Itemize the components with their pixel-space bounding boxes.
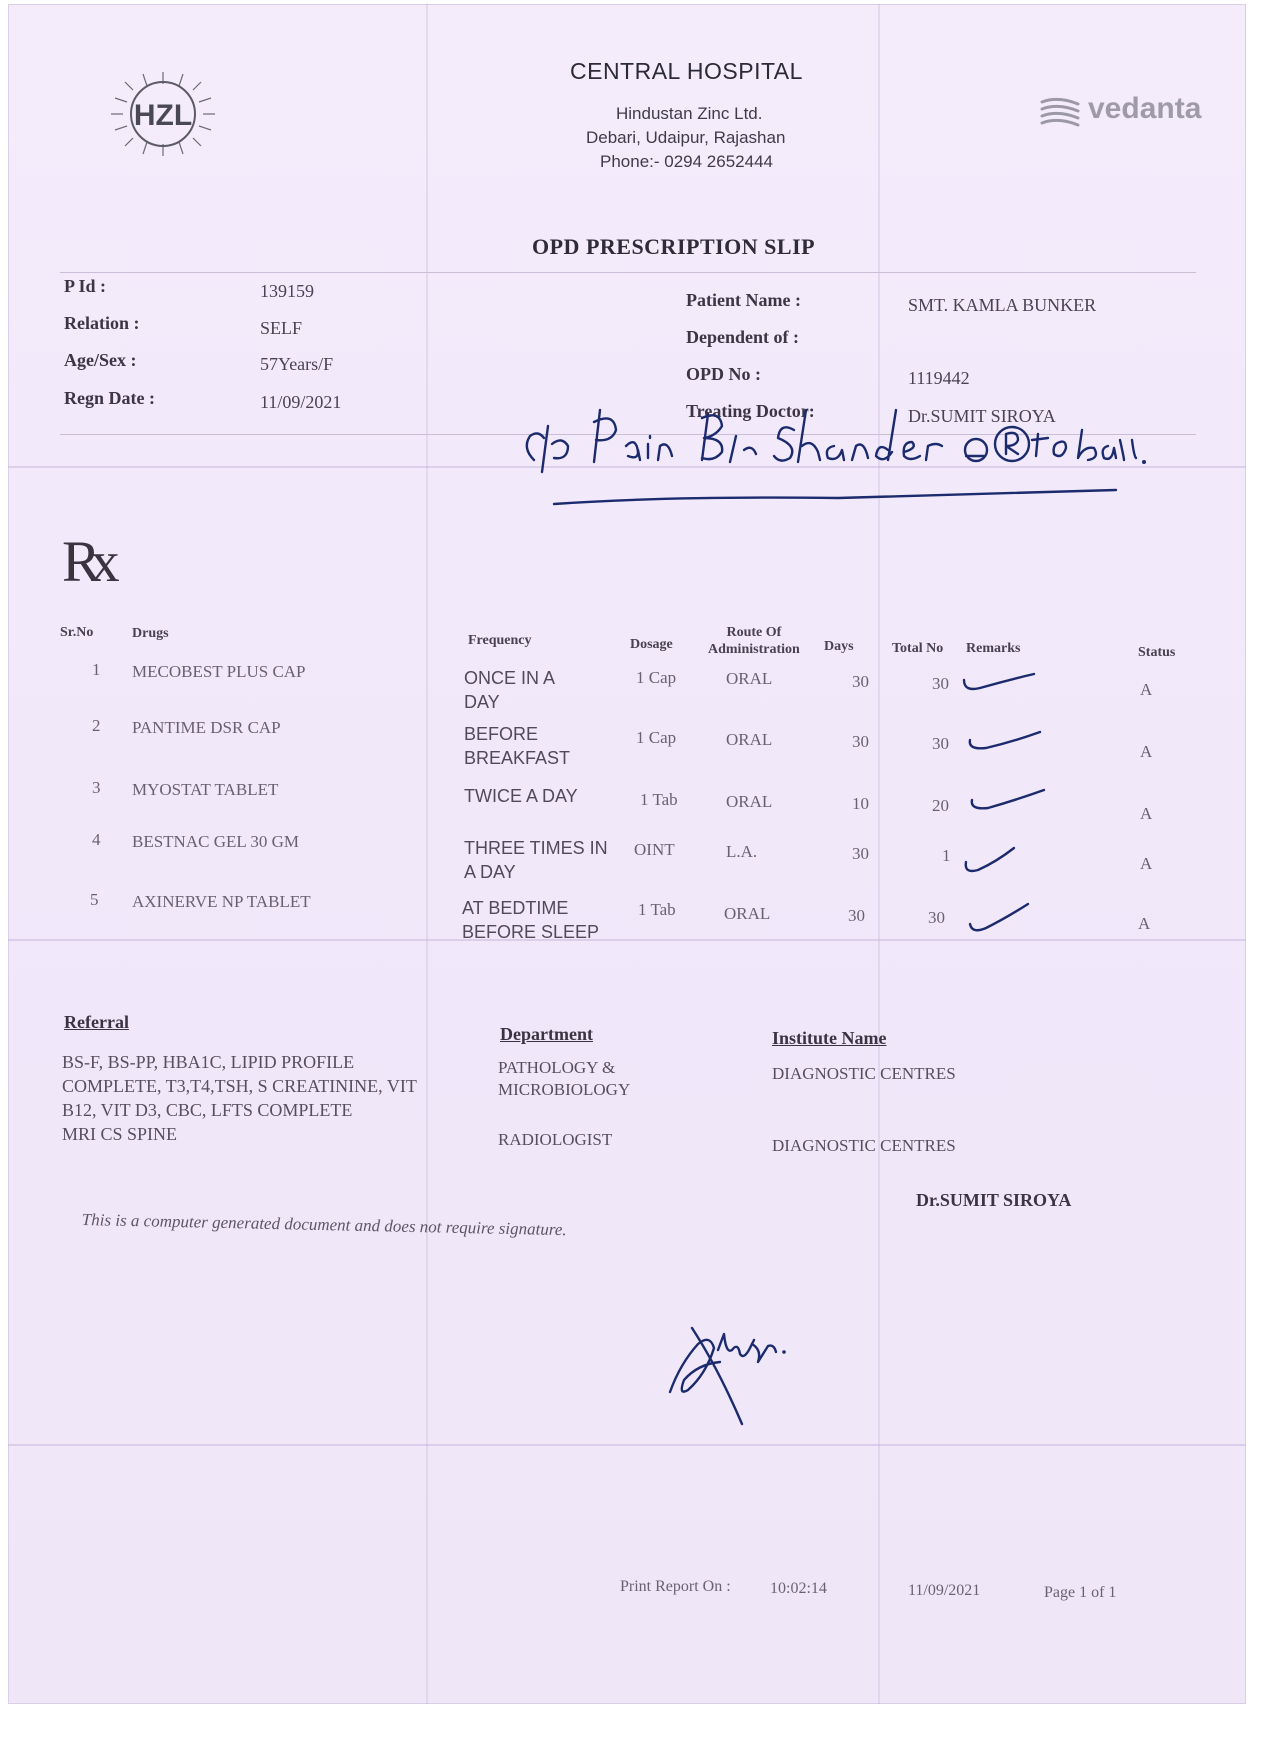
relation-label: Relation : — [64, 313, 140, 333]
row-drug: AXINERVE NP TABLET — [132, 892, 311, 911]
row-days: 30 — [852, 732, 869, 751]
header-route-line1: Route Of — [726, 625, 782, 640]
header-status: Status — [1138, 645, 1176, 660]
institute-heading: Institute Name — [772, 1028, 887, 1048]
institute-1: DIAGNOSTIC CENTRES — [772, 1064, 956, 1083]
row-status: A — [1140, 742, 1153, 761]
header-dosage: Dosage — [630, 637, 673, 652]
row-srno: 3 — [92, 778, 101, 797]
hospital-phone: Phone:- 0294 2652444 — [600, 152, 773, 171]
row-route: ORAL — [724, 904, 771, 923]
row-status: A — [1140, 854, 1153, 873]
row-drug: MYOSTAT TABLET — [132, 780, 279, 799]
row-total: 30 — [928, 908, 945, 927]
hzl-logo — [103, 70, 223, 158]
handwritten-complaint — [508, 400, 1148, 512]
row-status: A — [1138, 914, 1151, 933]
row-dosage: 1 Cap — [636, 668, 677, 687]
row-status: A — [1140, 680, 1153, 699]
opd-no-label: OPD No : — [686, 364, 761, 384]
treating-doctor-value: Dr.SUMIT SIROYA — [908, 406, 1056, 426]
header-total: Total No — [892, 641, 944, 656]
row-route: ORAL — [726, 792, 773, 811]
row-total: 30 — [932, 734, 949, 753]
row-dosage: 1 Tab — [640, 790, 678, 809]
row-srno: 1 — [92, 660, 101, 679]
referral-line-2: COMPLETE, T3,T4,TSH, S CREATININE, VIT — [62, 1076, 417, 1096]
row-frequency: ONCE IN A DAY — [464, 668, 555, 712]
rx-text: Rx — [62, 529, 110, 594]
row-frequency: AT BEDTIME BEFORE SLEEP — [462, 898, 600, 942]
agesex-label: Age/Sex : — [64, 350, 137, 370]
row-route: L.A. — [726, 842, 758, 861]
remark-tick-mark — [966, 900, 1036, 936]
row-status: A — [1140, 804, 1153, 823]
row-srno: 4 — [92, 830, 101, 849]
remark-tick-mark — [964, 726, 1044, 756]
page-number: Page 1 of 1 — [1044, 1584, 1117, 1601]
header-remarks: Remarks — [966, 641, 1021, 656]
row-frequency: BEFORE BREAKFAST — [464, 724, 571, 768]
department-1-line-1: PATHOLOGY & — [498, 1058, 616, 1077]
hospital-company: Hindustan Zinc Ltd. — [616, 104, 763, 123]
row-total: 1 — [942, 846, 951, 865]
opd-no-value: 1119442 — [908, 368, 970, 388]
row-route: ORAL — [726, 730, 773, 749]
remark-tick-mark — [966, 786, 1046, 816]
row-frequency: THREE TIMES IN A DAY — [464, 838, 608, 882]
institute-2: DIAGNOSTIC CENTRES — [772, 1136, 956, 1155]
referral-heading: Referral — [64, 1012, 129, 1032]
row-total: 30 — [932, 674, 949, 693]
print-report-label: Print Report On : — [620, 1578, 731, 1595]
prescription-sheet — [8, 4, 1246, 1704]
header-route-line2: Administration — [708, 642, 800, 657]
referral-line-1: BS-F, BS-PP, HBA1C, LIPID PROFILE — [62, 1052, 355, 1072]
header-srno: Sr.No — [60, 625, 94, 640]
row-srno: 2 — [92, 716, 101, 735]
referral-line-4: MRI CS SPINE — [62, 1124, 178, 1144]
treating-doctor-label: Treating Doctor: — [686, 401, 815, 421]
header-drugs: Drugs — [132, 626, 169, 641]
signatory-name: Dr.SUMIT SIROYA — [916, 1190, 1072, 1210]
row-dosage: 1 Tab — [638, 900, 676, 919]
handwritten-signature — [658, 1304, 808, 1434]
row-total: 20 — [932, 796, 949, 815]
rx-symbol — [62, 528, 110, 595]
row-days: 10 — [852, 794, 869, 813]
department-heading: Department — [500, 1024, 593, 1044]
document-title: OPD PRESCRIPTION SLIP — [532, 234, 816, 259]
department-2: RADIOLOGIST — [498, 1130, 613, 1149]
print-date: 11/09/2021 — [908, 1582, 981, 1599]
agesex-value: 57Years/F — [260, 354, 334, 374]
regn-date-value: 11/09/2021 — [260, 392, 342, 412]
dependent-label: Dependent of : — [686, 327, 799, 347]
row-drug: PANTIME DSR CAP — [132, 718, 281, 737]
vedanta-wordmark: vedanta — [1088, 92, 1202, 125]
header-days: Days — [824, 639, 854, 654]
row-srno: 5 — [90, 890, 99, 909]
department-1-line-2: MICROBIOLOGY — [498, 1080, 631, 1099]
row-route: ORAL — [726, 669, 773, 688]
regn-date-label: Regn Date : — [64, 388, 155, 408]
row-frequency: TWICE A DAY — [464, 786, 578, 806]
relation-value: SELF — [260, 318, 303, 338]
pid-value: 139159 — [260, 281, 314, 301]
row-dosage: 1 Cap — [636, 728, 677, 747]
hospital-address: Debari, Udaipur, Rajashan — [586, 128, 786, 147]
pid-label: P Id : — [64, 276, 107, 296]
header-frequency: Frequency — [468, 633, 532, 648]
disclaimer: This is a computer generated document and does not require signature. — [81, 1210, 567, 1240]
patient-name-value: SMT. KAMLA BUNKER — [908, 295, 1097, 315]
logo-letters: HZL — [133, 99, 193, 132]
row-days: 30 — [848, 906, 865, 925]
remark-tick-mark — [960, 844, 1020, 880]
row-drug: BESTNAC GEL 30 GM — [132, 832, 300, 851]
header-route — [708, 624, 800, 658]
row-drug: MECOBEST PLUS CAP — [132, 662, 306, 681]
row-days: 30 — [852, 844, 869, 863]
referral-line-3: B12, VIT D3, CBC, LFTS COMPLETE — [62, 1100, 353, 1120]
hospital-name: CENTRAL HOSPITAL — [570, 58, 803, 84]
patient-name-label: Patient Name : — [686, 290, 801, 310]
print-time: 10:02:14 — [770, 1580, 827, 1597]
row-dosage: OINT — [634, 840, 675, 859]
remark-tick-mark — [960, 668, 1040, 698]
row-days: 30 — [852, 672, 869, 691]
